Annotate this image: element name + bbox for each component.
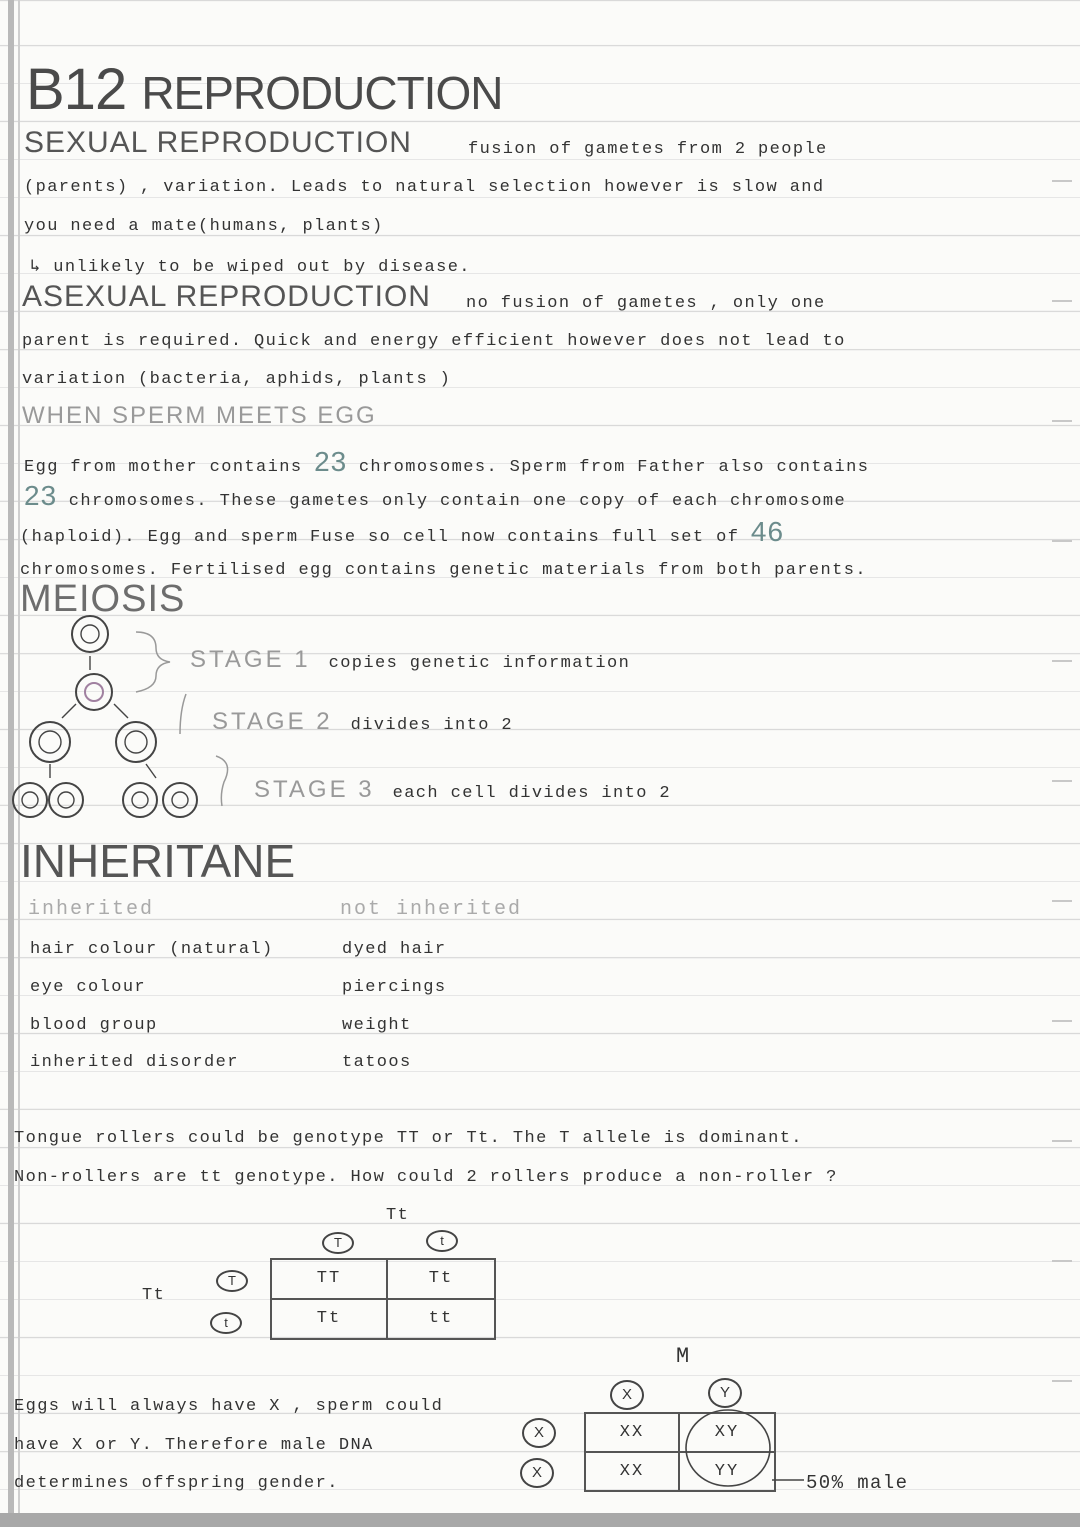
not-inherited-item: tatoos — [342, 1053, 412, 1072]
title-word: REPRODUCTION — [141, 67, 503, 119]
allele-circle-side: t — [210, 1312, 242, 1334]
stage-1-desc: copies genetic information — [328, 654, 631, 673]
meiosis-stage-2 — [212, 708, 513, 736]
sex-line-2: have X or Y. Therefore male DNA — [14, 1436, 374, 1455]
sex-result: 50% male — [806, 1472, 909, 1494]
stage-3-label: STAGE 3 — [254, 776, 375, 803]
sperm-egg-line-1a: Egg from mother contains — [24, 458, 303, 477]
stage-2-desc: divides into 2 — [350, 716, 514, 735]
page-title — [26, 56, 502, 123]
sexual-line-3: you need a mate(humans, plants) — [24, 217, 384, 236]
asexual-heading: ASEXUAL REPRODUCTION — [22, 280, 431, 313]
tongue-punnett-square — [270, 1258, 496, 1340]
inherited-item: inherited disorder — [30, 1053, 239, 1072]
tongue-line-1: Tongue rollers could be genotype TT or Tt. The T allele is dominant. — [14, 1129, 803, 1148]
sex-line-1: Eggs will always have X , sperm could — [14, 1397, 444, 1416]
sperm-egg-line-1 — [24, 446, 869, 478]
asexual-line-2: parent is required. Quick and energy efficient however does not lead to — [22, 332, 846, 351]
inherited-column-head: inherited — [28, 898, 155, 921]
allele-circle-side: X — [520, 1458, 554, 1488]
number-23-egg: 23 — [314, 446, 348, 477]
allele-circle-top: X — [610, 1380, 644, 1410]
sexual-line-4: ↳ unlikely to be wiped out by disease. — [30, 258, 471, 277]
allele-circle-top: Y — [708, 1378, 742, 1408]
sperm-egg-line-2-text: chromosomes. These gametes only contain one copy of each chromosome — [68, 492, 847, 511]
sex-line-3: determines offspring gender. — [14, 1474, 339, 1493]
asexual-line-3: variation (bacteria, aphids, plants ) — [22, 370, 452, 389]
punnett-cell: XX — [586, 1414, 680, 1453]
allele-circle-top: t — [426, 1230, 458, 1252]
not-inherited-column-head: not inherited — [340, 898, 523, 921]
sperm-egg-line-4: chromosomes. Fertilised egg contains genetic materials from both parents. — [20, 561, 867, 580]
punnett-cell: YY — [714, 1462, 740, 1481]
stage-1-label: STAGE 1 — [190, 646, 311, 673]
meiosis-stage-1 — [190, 646, 630, 674]
meiosis-stage-3 — [254, 776, 671, 804]
not-inherited-item: piercings — [342, 978, 447, 997]
page-bottom-edge — [0, 1513, 1080, 1527]
inherited-item: hair colour (natural) — [30, 940, 274, 959]
sperm-egg-line-1b: chromosomes. Sperm from Father also contains — [358, 458, 870, 477]
asexual-line-1: no fusion of gametes , only one — [466, 294, 826, 313]
inherited-item: blood group — [30, 1016, 158, 1035]
sex-top-parent: M — [676, 1344, 691, 1369]
allele-circle-side: T — [216, 1270, 248, 1292]
punnett-cell: tt — [428, 1309, 454, 1328]
title-code: B12 — [26, 57, 127, 122]
number-23-sperm: 23 — [24, 480, 58, 511]
punnett-cell: TT — [272, 1260, 388, 1300]
sperm-egg-line-3 — [20, 516, 784, 548]
not-inherited-item: dyed hair — [342, 940, 447, 959]
stage-3-desc: each cell divides into 2 — [392, 784, 672, 803]
sperm-egg-line-2 — [24, 480, 846, 512]
not-inherited-item: weight — [342, 1016, 412, 1035]
punnett-cell: Tt — [388, 1260, 494, 1300]
allele-circle-side: X — [522, 1418, 556, 1448]
stage-2-label: STAGE 2 — [212, 708, 333, 735]
sexual-line-1: fusion of gametes from 2 people — [468, 140, 828, 159]
punnett-cell: Tt — [272, 1300, 388, 1338]
inherited-item: eye colour — [30, 978, 147, 997]
punnett-cell: XX — [586, 1453, 680, 1490]
sperm-egg-heading: WHEN SPERM MEETS EGG — [22, 402, 377, 429]
sperm-egg-line-3-text: (haploid). Egg and sperm Fuse so cell now contains full set of — [20, 528, 740, 547]
tongue-top-parent: Tt — [386, 1206, 410, 1225]
punnett-cell: XY — [680, 1414, 774, 1453]
inheritance-heading: INHERITANE — [20, 835, 296, 887]
sexual-heading: SEXUAL REPRODUCTION — [24, 126, 412, 159]
number-46: 46 — [750, 516, 785, 547]
allele-circle-top: T — [322, 1232, 354, 1254]
tongue-side-parent: Tt — [142, 1286, 166, 1305]
tongue-line-2: Non-rollers are tt genotype. How could 2 rollers produce a non-roller ? — [14, 1168, 838, 1187]
male-cells-circle — [676, 1404, 816, 1496]
sexual-line-2: (parents) , variation. Leads to natural selection however is slow and — [24, 178, 825, 197]
meiosis-heading: MEIOSIS — [20, 578, 186, 620]
